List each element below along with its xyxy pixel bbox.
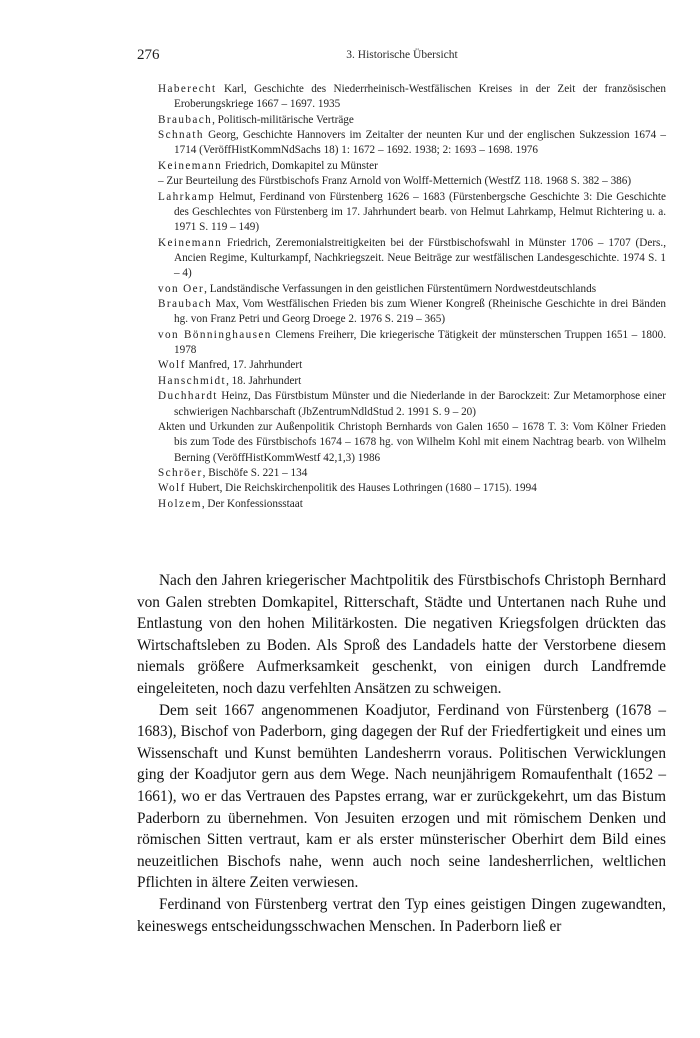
bib-text: , Politisch-militärische Verträge (212, 113, 354, 126)
bib-text: Zur Beurteilung des Fürstbischofs Franz Arnold von Wolff-Metternich (WestfZ 118. 1968 S. 382 – 386) (163, 175, 632, 188)
bibliography-entry (158, 236, 666, 282)
bib-text: Heinz, Das Fürstbistum Münster und die Niederlande in der Barockzeit: Zur Metamorphose einer schwierigen Nachbarschaft (JbZentrumNdldStud 2. 1991 S. 9 – 20) (174, 390, 666, 418)
bib-author: Braubach (158, 298, 213, 311)
bib-text: Hubert, Die Reichskirchenpolitik des Hauses Lothringen (1680 – 1715). 1994 (185, 482, 537, 495)
paragraph: Ferdinand von Fürstenberg vertrat den Typ eines geistigen Dingen zugewandten, keineswegs entscheidungsschwachen Menschen. In Paderborn ließ er (137, 895, 666, 935)
bib-text: , 18. Jahrhundert (226, 374, 302, 387)
bib-text: Helmut, Ferdinand von Fürstenberg 1626 – 1683 (Fürstenbergsche Geschichte 3: Die Geschichte des Geschlechtes von Fürstenberg im 17. Jahrhundert bearb. von Helmut Lahrkamp, Helmut Richtering u. a. 1971 S. 119 – 149) (174, 190, 666, 234)
bib-author: Duchhardt (158, 390, 218, 403)
bibliography-list (158, 82, 666, 512)
body-text (137, 570, 666, 937)
bib-text: Akten und Urkunden zur Außenpolitik Christoph Bernhards von Galen 1650 – 1678 T. 3: Vom Kölner Frieden bis zum Tode des Fürstbischofs 1674 – 1678 hg. von Wilhelm Kohl mit einem Nachtrag bearb. von Wilhelm Berning (VeröffHistKommWestf 42,1,3) 1986 (158, 420, 666, 464)
bibliography-entry (158, 481, 666, 496)
bib-author: Hanschmidt (158, 374, 227, 387)
bibliography-entry (158, 113, 666, 128)
bib-text: Clemens Freiherr, Die kriegerische Tätigkeit der münsterschen Truppen 1651 – 1800. 1978 (174, 328, 667, 357)
bib-author: von Oer (158, 282, 205, 295)
bib-text: , Bischöfe S. 221 – 134 (202, 466, 308, 479)
bib-text: Manfred, 17. Jahrhundert (185, 359, 303, 372)
bibliography-entry (158, 297, 666, 328)
bib-author: – (158, 175, 164, 188)
bibliography-entry (158, 374, 666, 389)
bibliography-entry (158, 190, 666, 236)
bib-author: Keinemann (158, 236, 223, 249)
bib-author: Holzem (158, 497, 202, 510)
bibliography-entry (158, 358, 666, 373)
bib-author: Schröer (158, 466, 203, 479)
bib-text: Friedrich, Zeremonialstreitigkeiten bei der Fürstbischofswahl in Münster 1706 – 1707 (Ders., Ancien Regime, Kulturkampf, Nachkriegszeit. Neue Beiträge zur westfälischen Landesgeschichte. 1974 S. 1 – 4) (174, 236, 666, 280)
bibliography-entry (158, 420, 666, 466)
bibliography-entry (158, 328, 666, 359)
running-head: 3. Historische Übersicht (346, 49, 458, 61)
bib-text: Georg, Geschichte Hannovers im Zeitalter der neunten Kur und der englischen Sukzession 1674 – 1714 (VeröffHistKommNdSachs 18) 1: 1672 – 1692. 1938; 2: 1693 – 1698. 1976 (174, 129, 666, 157)
bib-author: Keinemann (158, 159, 223, 172)
bibliography-entry (158, 497, 666, 512)
page-number: 276 (137, 47, 160, 63)
bib-text: Max, Vom Westfälischen Frieden bis zum Wiener Kongreß (Rheinische Geschichte in drei Bänden hg. von Franz Petri und Georg Droege 2. 1976 S. 219 – 365) (174, 298, 666, 326)
bib-author: Wolf (158, 482, 186, 495)
bib-text: , Landständische Verfassungen in den geistlichen Fürstentümern Nordwestdeutschlands (204, 282, 597, 295)
bib-author: Braubach (158, 113, 213, 126)
bib-author: von Bönninghausen (158, 328, 272, 341)
bib-text: Karl, Geschichte des Niederrheinisch-Westfälischen Kreises in der Zeit der französischen Eroberungskriege 1667 – 1697. 1935 (174, 83, 666, 111)
bibliography-entry (158, 159, 666, 174)
bib-text: Friedrich, Domkapitel zu Münster (222, 159, 378, 172)
paragraph: Dem seit 1667 angenommenen Koadjutor, Ferdinand von Fürstenberg (1678 – 1683), Bischof von Paderborn, ging dagegen der Ruf der Friedfertigkeit und eines um Wissenschaft und Kunst bemühten Landesherrn voraus. Politischen Verwicklungen ging der Koadjutor gern aus dem Wege. Nach neunjährigem Romaufenthalt (1652 – 1661), wo er das Vertrauen des Papstes errang, war er zurückgekehrt, um das Bistum Paderborn zu übernehmen. Von Jesuiten erzogen und mit römischem Denken und römischen Sitten vertraut, kam er als erster münsterischer Oberhirt dem Bild eines neuzeitlichen Bischofs nahe, wenn auch noch seine landesherrlichen, weltlichen Pflichten in ältere Zeiten verwiesen. (137, 701, 666, 892)
bibliography-entry (158, 128, 666, 159)
bib-author: Haberecht (158, 83, 217, 95)
bibliography-entry (158, 466, 666, 481)
bibliography-entry (158, 82, 666, 113)
bibliography-entry (158, 282, 666, 297)
bib-author: Lahrkamp (158, 190, 216, 203)
bibliography-entry (158, 389, 666, 420)
bib-author: Wolf (158, 359, 186, 372)
bib-text: , Der Konfessionsstaat (201, 497, 303, 510)
paragraph: Nach den Jahren kriegerischer Machtpolitik des Fürstbischofs Christoph Bernhard von Galen strebten Domkapitel, Ritterschaft, Städte und Untertanen nach Ruhe und Entlastung von den hohen Militärkosten. Die negativen Kriegsfolgen drückten das Wirtschaftsleben zu Boden. Als Sproß des Landadels hatte der Verstorbene diesem niemals größere Aufmerksamkeit geschenkt, von einigen durch Landfremde eingeleiteten, noch dazu verfehlten Ansätzen zu schweigen. (137, 572, 666, 697)
bib-author: Schnath (158, 129, 204, 142)
bibliography-entry (158, 174, 666, 189)
